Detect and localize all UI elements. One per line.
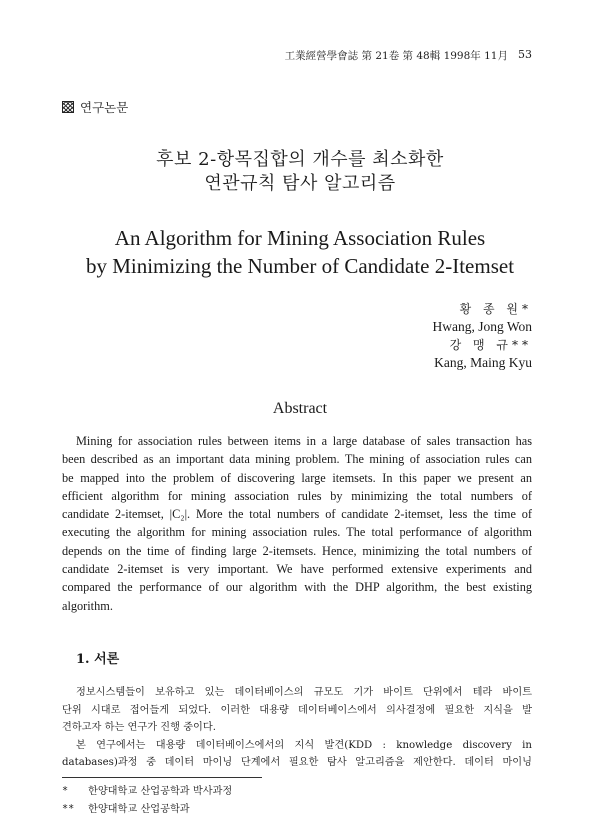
article-type-label: 연구논문 (80, 100, 129, 115)
checkered-box-icon (62, 101, 74, 113)
korean-title-line-1: 후보 2-항목집합의 개수를 최소화한 (156, 149, 444, 170)
english-title (0, 224, 600, 280)
body-line: 견하고자 하는 연구가 진행 중이다. (62, 722, 216, 733)
author-block (432, 300, 532, 372)
abstract-line: Mining for association rules between items in a large database of sales transaction has (76, 434, 532, 448)
journal-citation: 工業經營學會誌 第 21卷 第 48輯 1998年 11月 (284, 50, 508, 62)
abstract-line: candidate 2-itemset is very important. We have performed extensive experiments and (62, 562, 532, 577)
body-line: 본 연구에서는 대용량 데이터베이스에서의 지식 발견(KDD : knowledge discovery in (76, 739, 532, 751)
footnote-1-text: 한양대학교 산업공학과 박사과정 (88, 786, 233, 797)
author-1-korean-name: 황 종 원* (459, 302, 532, 316)
author-2-korean-name: 강 맹 규** (449, 338, 532, 352)
abstract-line: be mapped into the problem of discovering large itemsets. In this paper we present an (62, 470, 532, 485)
author-1-english-name: Hwang, Jong Won (432, 319, 532, 334)
english-title-line-1: An Algorithm for Mining Association Rules (114, 226, 486, 250)
footnote-2-text: 한양대학교 산업공학과 (88, 804, 190, 815)
abstract-line: been described as an important data mining problem. The mining of association rules can (62, 452, 532, 467)
abstract-text (62, 432, 532, 615)
footnote-2-mark: ** (62, 804, 75, 815)
footnotes (62, 783, 232, 819)
author-2-english-name: Kang, Maing Kyu (434, 355, 532, 370)
abstract-line: depends on the time of finding large 2-itemsets. Hence, minimizing the total numbers of (62, 543, 532, 558)
journal-header (285, 48, 532, 63)
body-line: 정보시스템들이 보유하고 있는 데이터베이스의 규모도 기가 바이트 단위에서 테라 바이트 (76, 687, 532, 698)
abstract-line: algorithm. (62, 598, 113, 613)
page-number: 53 (518, 48, 532, 61)
section-1-body (62, 684, 532, 772)
abstract-heading: Abstract (272, 400, 328, 417)
abstract-line: executing the algorithm for mining association rules. The total performance of algorithm (62, 525, 532, 540)
footnote-1 (62, 783, 232, 801)
abstract-line: efficient algorithm for mining association rules by minimizing the total numbers of (62, 488, 532, 503)
abstract-line: compared the performance of our algorithm with the DHP algorithm, the best existing (62, 580, 532, 595)
article-type-tag (62, 98, 128, 116)
abstract-line: candidate 2-itemset, |C₂|. More the total numbers of candidate 2-itemset, less the time of (62, 507, 532, 522)
section-1-heading: 1. 서론 (76, 652, 120, 667)
footnote-1-mark: * (62, 786, 69, 797)
footnote-2 (62, 801, 232, 819)
korean-title (0, 148, 600, 196)
english-title-line-2: by Minimizing the Number of Candidate 2-Itemset (85, 254, 515, 278)
body-line: 단위 시대로 접어들게 되었다. 이러한 대용량 데이터베이스에서 의사결정에 필요한 지식을 발 (62, 704, 532, 716)
korean-title-line-2: 연관규칙 탐사 알고리즘 (204, 173, 396, 194)
footnote-divider (62, 777, 262, 778)
body-line: databases)과정 중 데이터 마이닝 단계에서 필요한 탐사 알고리즘을 제안한다. 데이터 마이닝 (62, 757, 532, 768)
